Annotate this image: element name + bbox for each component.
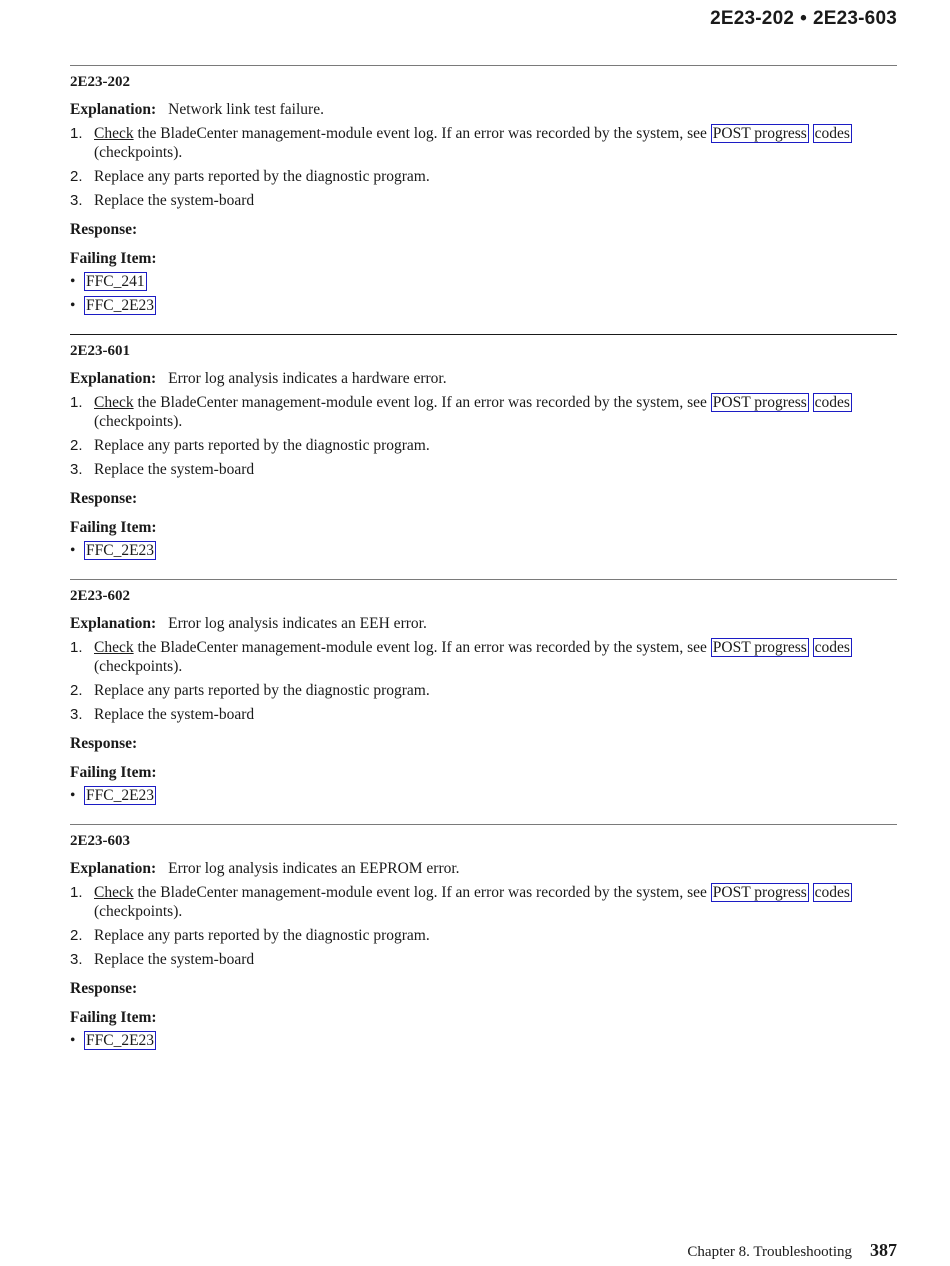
chapter-title: Chapter 8. Troubleshooting: [687, 1244, 852, 1260]
step-item: [70, 681, 897, 700]
error-code-title: 2E23-602: [70, 588, 130, 604]
running-header: [710, 8, 897, 30]
step-text-end: (checkpoints).: [94, 144, 183, 161]
step-number: 1.: [70, 639, 83, 656]
failing-item-label: Failing Item:: [70, 764, 157, 781]
step-number: 2.: [70, 927, 83, 944]
post-progress-link[interactable]: POST progress: [712, 639, 807, 656]
step-number: 1.: [70, 125, 83, 142]
page-footer: [687, 1240, 897, 1261]
check-link[interactable]: Check: [94, 639, 134, 656]
response-label: Response:: [70, 980, 138, 997]
failing-items-list: [70, 272, 897, 315]
step-text: Replace any parts reported by the diagnostic program.: [94, 437, 430, 454]
steps-list: [70, 638, 897, 724]
failing-item-link[interactable]: FFC_2E23: [86, 297, 155, 314]
step-item: [70, 393, 897, 431]
failing-items-list: [70, 1031, 897, 1050]
header-right-code: 2E23-603: [812, 8, 897, 29]
step-item: [70, 167, 897, 186]
failing-item-link[interactable]: FFC_2E23: [86, 1032, 155, 1049]
step-item: [70, 436, 897, 455]
failing-item-label: Failing Item:: [70, 519, 157, 536]
codes-link[interactable]: codes: [814, 884, 850, 901]
step-item: [70, 950, 897, 969]
step-number: 3.: [70, 706, 83, 723]
explanation-text: Error log analysis indicates a hardware error.: [168, 370, 447, 387]
step-number: 1.: [70, 884, 83, 901]
step-number: 1.: [70, 394, 83, 411]
step-item: [70, 638, 897, 676]
post-progress-link[interactable]: POST progress: [712, 125, 807, 142]
check-link[interactable]: Check: [94, 884, 134, 901]
bullet-icon: •: [70, 1032, 76, 1049]
codes-link[interactable]: codes: [814, 394, 850, 411]
explanation-label: Explanation:: [70, 370, 157, 387]
error-code-title: 2E23-603: [70, 833, 130, 849]
steps-list: [70, 124, 897, 210]
bullet-icon: •: [70, 273, 76, 290]
post-progress-link[interactable]: POST progress: [712, 394, 807, 411]
step-text: Replace the system-board: [94, 461, 255, 478]
step-text: Replace the system-board: [94, 706, 255, 723]
bullet-icon: •: [70, 787, 76, 804]
header-left-code: 2E23-202: [710, 8, 795, 29]
step-number: 2.: [70, 168, 83, 185]
error-entry: [70, 579, 897, 805]
steps-list: [70, 883, 897, 969]
failing-item-link[interactable]: FFC_2E23: [86, 787, 155, 804]
codes-link[interactable]: codes: [814, 125, 850, 142]
page-number: 387: [870, 1240, 897, 1260]
step-text: the BladeCenter management-module event log. If an error was recorded by the system, see: [133, 125, 711, 142]
codes-link[interactable]: codes: [814, 639, 850, 656]
error-entry: [70, 824, 897, 1050]
explanation: [70, 614, 897, 633]
failing-item-label: Failing Item:: [70, 1009, 157, 1026]
step-text: Replace any parts reported by the diagnostic program.: [94, 168, 430, 185]
check-link[interactable]: Check: [94, 394, 134, 411]
step-number: 3.: [70, 461, 83, 478]
step-item: [70, 191, 897, 210]
explanation-label: Explanation:: [70, 101, 157, 118]
failing-items-list: [70, 786, 897, 805]
step-text-end: (checkpoints).: [94, 903, 183, 920]
step-text: Replace the system-board: [94, 951, 255, 968]
step-number: 3.: [70, 951, 83, 968]
failing-item: [70, 1031, 897, 1050]
explanation-label: Explanation:: [70, 615, 157, 632]
step-text-end: (checkpoints).: [94, 658, 183, 675]
failing-item-link[interactable]: FFC_241: [86, 273, 145, 290]
step-number: 3.: [70, 192, 83, 209]
response-label: Response:: [70, 490, 138, 507]
check-link[interactable]: Check: [94, 125, 134, 142]
explanation-text: Network link test failure.: [168, 101, 324, 118]
post-progress-link[interactable]: POST progress: [712, 884, 807, 901]
error-code-title: 2E23-202: [70, 74, 130, 90]
step-item: [70, 460, 897, 479]
explanation: [70, 859, 897, 878]
step-number: 2.: [70, 682, 83, 699]
explanation-text: Error log analysis indicates an EEPROM error.: [168, 860, 460, 877]
step-text: Replace any parts reported by the diagnostic program.: [94, 682, 430, 699]
steps-list: [70, 393, 897, 479]
step-text: the BladeCenter management-module event log. If an error was recorded by the system, see: [133, 639, 711, 656]
step-item: [70, 883, 897, 921]
error-entry: [70, 65, 897, 315]
failing-item: [70, 541, 897, 560]
content: [70, 65, 897, 1069]
step-text-end: (checkpoints).: [94, 413, 183, 430]
step-item: [70, 926, 897, 945]
bullet-icon: •: [70, 542, 76, 559]
explanation: [70, 100, 897, 119]
response-label: Response:: [70, 735, 138, 752]
step-text: Replace the system-board: [94, 192, 255, 209]
explanation: [70, 369, 897, 388]
failing-items-list: [70, 541, 897, 560]
error-code-title: 2E23-601: [70, 343, 130, 359]
explanation-label: Explanation:: [70, 860, 157, 877]
failing-item-link[interactable]: FFC_2E23: [86, 542, 155, 559]
header-separator: •: [800, 8, 807, 29]
failing-item: [70, 272, 897, 291]
step-number: 2.: [70, 437, 83, 454]
step-text: Replace any parts reported by the diagnostic program.: [94, 927, 430, 944]
failing-item: [70, 296, 897, 315]
step-item: [70, 705, 897, 724]
response-label: Response:: [70, 221, 138, 238]
step-text: the BladeCenter management-module event log. If an error was recorded by the system, see: [133, 394, 711, 411]
document-page: [70, 0, 897, 1266]
failing-item: [70, 786, 897, 805]
step-item: [70, 124, 897, 162]
step-text: the BladeCenter management-module event log. If an error was recorded by the system, see: [133, 884, 711, 901]
failing-item-label: Failing Item:: [70, 250, 157, 267]
explanation-text: Error log analysis indicates an EEH error.: [168, 615, 427, 632]
bullet-icon: •: [70, 297, 76, 314]
error-entry: [70, 334, 897, 560]
